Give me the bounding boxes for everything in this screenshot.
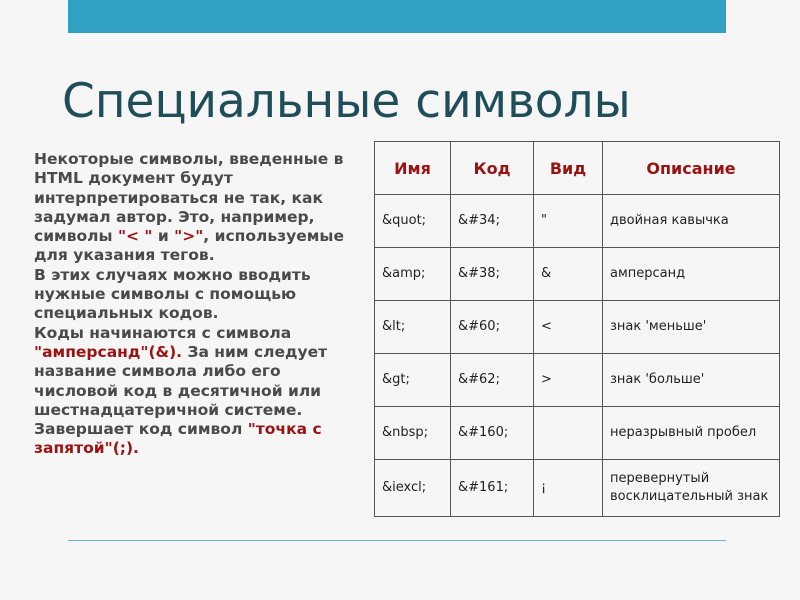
cell-description: двойная кавычка: [603, 195, 780, 248]
body-paragraph-1: Некоторые символы, введенные в HTML документ будут интерпретироваться не так, как задумал автор. Это, например, символы "< " и ">", используемые для указания тегов.: [34, 150, 344, 265]
table-row: [375, 460, 780, 517]
top-accent-bar: [68, 0, 726, 33]
table-header-row: [375, 142, 780, 195]
cell-view: ¡: [534, 460, 603, 517]
table-row: [375, 195, 780, 248]
table-row: [375, 301, 780, 354]
cell-view: &: [534, 248, 603, 301]
header-view: Вид: [534, 142, 603, 195]
cell-name: &lt;: [375, 301, 451, 354]
cell-view: [534, 407, 603, 460]
slide-title: Специальные символы: [62, 74, 631, 129]
cell-code: &#62;: [451, 354, 534, 407]
cell-view: <: [534, 301, 603, 354]
cell-description: знак 'меньше': [603, 301, 780, 354]
cell-description: амперсанд: [603, 248, 780, 301]
cell-name: &nbsp;: [375, 407, 451, 460]
cell-code: &#60;: [451, 301, 534, 354]
cell-view: >: [534, 354, 603, 407]
table-row: [375, 354, 780, 407]
header-name: Имя: [375, 142, 451, 195]
table-row: [375, 248, 780, 301]
slide-body-text: [34, 150, 364, 459]
special-symbols-table: [374, 141, 780, 517]
cell-code: &#38;: [451, 248, 534, 301]
body-paragraph-2: В этих случаях можно вводить нужные символы с помощью специальных кодов.: [34, 265, 311, 323]
cell-view: ": [534, 195, 603, 248]
bottom-divider-line: [68, 540, 726, 541]
cell-description: перевернутый восклицательный знак: [603, 460, 780, 517]
header-code: Код: [451, 142, 534, 195]
header-description: Описание: [603, 142, 780, 195]
table-row: [375, 407, 780, 460]
cell-code: &#160;: [451, 407, 534, 460]
cell-code: &#34;: [451, 195, 534, 248]
cell-name: &gt;: [375, 354, 451, 407]
cell-name: &iexcl;: [375, 460, 451, 517]
cell-description: знак 'больше': [603, 354, 780, 407]
cell-description: неразрывный пробел: [603, 407, 780, 460]
cell-name: &amp;: [375, 248, 451, 301]
cell-name: &quot;: [375, 195, 451, 248]
cell-code: &#161;: [451, 460, 534, 517]
body-paragraph-3: Коды начинаются с символа "амперсанд"(&). За ним следует название символа либо его числовой код в десятичной или шестнадцатеричной системе. Завершает код символ "точка с запятой"(;).: [34, 323, 328, 458]
